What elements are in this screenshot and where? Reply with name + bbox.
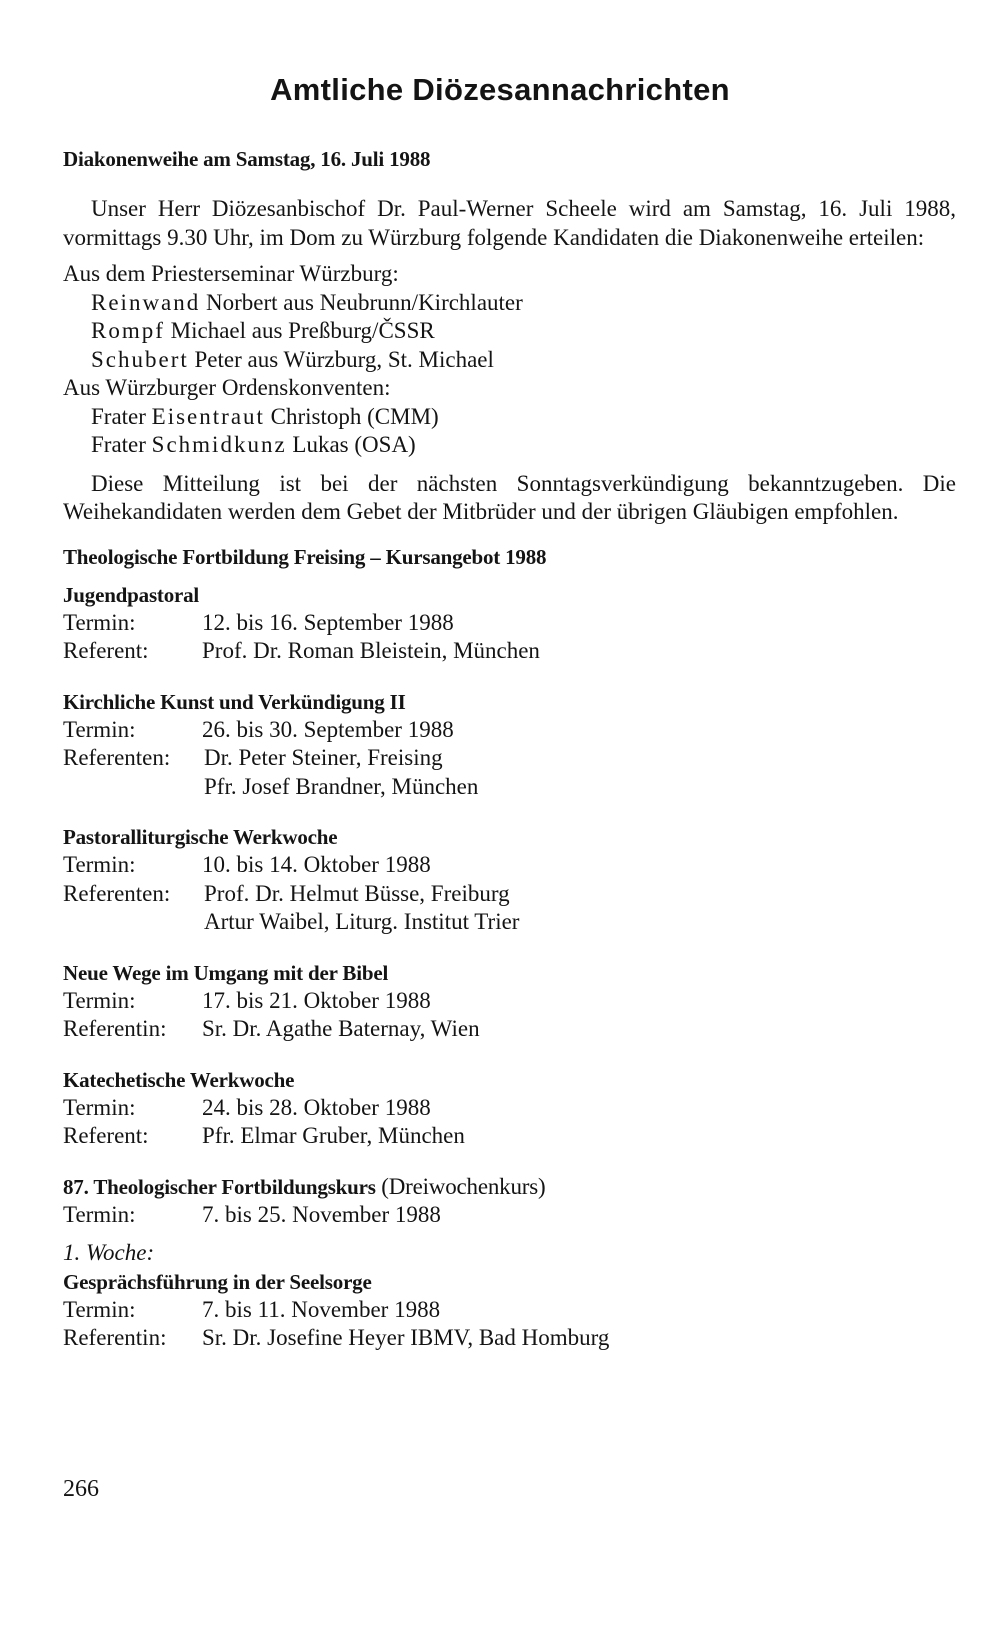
referent-label: Referentin: xyxy=(63,1325,167,1350)
termin-label: Termin: xyxy=(63,1201,136,1227)
course-title-neue-wege: Neue Wege im Umgang mit der Bibel xyxy=(63,960,389,985)
candidate-4-prefix: Frater xyxy=(91,403,152,429)
candidate-3-details: Peter aus Würzburg, St. Michael xyxy=(188,346,494,372)
termin-label: Termin: xyxy=(63,1094,136,1120)
course-7-referent-row xyxy=(63,1324,956,1353)
referent-label: Referenten: xyxy=(63,745,171,770)
termin-label: Termin: xyxy=(63,1296,136,1322)
course-5-termin-row xyxy=(63,1094,956,1123)
termin-value: 7. bis 11. November 1988 xyxy=(202,1296,441,1322)
candidate-5-details: Lukas (OSA) xyxy=(286,432,416,457)
candidate-5-surname: Schmidkunz xyxy=(151,432,287,457)
course-3-referent-row xyxy=(63,880,956,909)
candidate-1-surname: Reinwand xyxy=(91,289,201,315)
termin-label: Termin: xyxy=(63,609,136,635)
termin-label: Termin: xyxy=(63,852,136,877)
termin-value: 17. bis 21. Oktober 1988 xyxy=(202,987,431,1013)
candidate-2-details: Michael aus Preßburg/ČSSR xyxy=(164,318,435,343)
closing-paragraph: Diese Mitteilung ist bei der nächsten Sonntagsverkündigung bekanntzugeben. Die Weihekandidaten werden dem Gebet der Mitbrüder und der übrigen Gläubigen empfohlen. xyxy=(63,470,956,524)
section-heading-diakonenweihe: Diakonenweihe am Samstag, 16. Juli 1988 xyxy=(63,147,431,171)
course-7-termin-row xyxy=(63,1296,956,1325)
candidate-4-surname: Eisentraut xyxy=(151,403,265,429)
course-title-gespraechsfuehrung: Gesprächsführung in der Seelsorge xyxy=(63,1269,372,1294)
course-3-referent-row-2 xyxy=(63,908,956,937)
termin-value: 26. bis 30. September 1988 xyxy=(202,716,454,742)
course-title-pastoralliturgische: Pastoralliturgische Werkwoche xyxy=(63,825,338,849)
course-2-termin-row xyxy=(63,716,956,745)
candidate-3 xyxy=(63,346,956,375)
referent-label: Referent: xyxy=(63,1123,149,1148)
course-4-termin-row xyxy=(63,987,956,1016)
termin-value: 7. bis 25. November 1988 xyxy=(202,1201,441,1227)
candidate-5 xyxy=(63,431,956,460)
referent-value: Pfr. Elmar Gruber, München xyxy=(202,1123,465,1148)
termin-label: Termin: xyxy=(63,716,136,742)
candidate-2 xyxy=(63,317,956,346)
candidate-4-details: Christoph (CMM) xyxy=(264,403,439,429)
page-number: 266 xyxy=(63,1476,99,1502)
course-6-suffix: (Dreiwochenkurs) xyxy=(375,1173,546,1199)
course-2-referent-row-2 xyxy=(63,773,956,802)
candidate-4 xyxy=(63,403,956,432)
group-priesterseminar: Aus dem Priesterseminar Würzburg: xyxy=(63,261,399,286)
referent-value: Prof. Dr. Roman Bleistein, München xyxy=(202,638,540,663)
candidate-1 xyxy=(63,289,956,318)
termin-value: 10. bis 14. Oktober 1988 xyxy=(202,852,431,877)
intro-paragraph: Unser Herr Diözesanbischof Dr. Paul-Werner Scheele wird am Samstag, 16. Juli 1988, vormittags 9.30 Uhr, im Dom zu Würzburg folgende Kandidaten die Diakonenweihe erteilen: xyxy=(63,196,956,250)
course-5-referent-row xyxy=(63,1122,956,1151)
course-title-jugendpastoral: Jugendpastoral xyxy=(63,582,200,607)
course-title-fortbildungskurs xyxy=(63,1173,956,1201)
referent-value: Sr. Dr. Josefine Heyer IBMV, Bad Homburg xyxy=(202,1325,610,1350)
course-6-title: 87. Theologischer Fortbildungskurs xyxy=(63,1174,376,1199)
referent-value: Artur Waibel, Liturg. Institut Trier xyxy=(204,909,520,934)
course-1-referent-row xyxy=(63,637,956,666)
referent-label: Referent: xyxy=(63,638,149,663)
referent-label: Referenten: xyxy=(63,880,171,906)
referent-value: Sr. Dr. Agathe Baternay, Wien xyxy=(202,1016,480,1041)
course-6-termin-row xyxy=(63,1201,956,1230)
candidate-5-prefix: Frater xyxy=(91,432,152,457)
candidate-1-details: Norbert aus Neubrunn/Kirchlauter xyxy=(200,289,523,315)
termin-value: 12. bis 16. September 1988 xyxy=(202,609,454,635)
content xyxy=(63,145,956,1353)
referent-label: Referentin: xyxy=(63,1016,167,1041)
section-heading-fortbildung: Theologische Fortbildung Freising – Kursangebot 1988 xyxy=(63,544,547,569)
termin-value: 24. bis 28. Oktober 1988 xyxy=(202,1094,431,1120)
course-title-katechetische: Katechetische Werkwoche xyxy=(63,1067,295,1092)
candidate-3-surname: Schubert xyxy=(91,346,189,372)
referent-value: Dr. Peter Steiner, Freising xyxy=(204,745,443,770)
course-1-termin-row xyxy=(63,609,956,638)
candidate-2-surname: Rompf xyxy=(91,318,165,343)
referent-value: Pfr. Josef Brandner, München xyxy=(204,773,479,799)
woche-label: 1. Woche: xyxy=(63,1240,155,1265)
course-title-kirchliche-kunst: Kirchliche Kunst und Verkündigung II xyxy=(63,689,406,714)
group-ordenskonvente: Aus Würzburger Ordenskonventen: xyxy=(63,375,391,400)
termin-label: Termin: xyxy=(63,987,136,1013)
course-3-termin-row xyxy=(63,851,956,880)
page-title: Amtliche Diözesannachrichten xyxy=(270,72,730,107)
referent-value: Prof. Dr. Helmut Büsse, Freiburg xyxy=(204,880,510,906)
course-2-referent-row xyxy=(63,744,956,773)
course-4-referent-row xyxy=(63,1015,956,1044)
